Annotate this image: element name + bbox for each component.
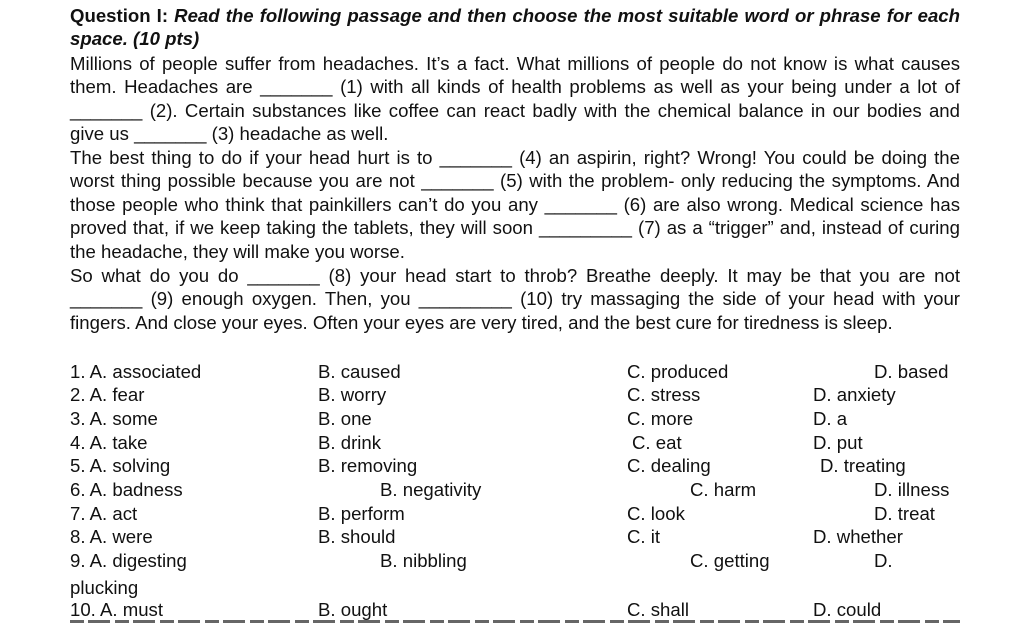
option-d: D. illness: [874, 479, 950, 500]
passage-paragraph-1: Millions of people suffer from headaches. It’s a fact. What millions of people do not know is what causes them. Headaches are _______ (1) with all kinds of health problems as well as your being under a lot of _______ (2). Certain substances like coffee can react badly with the chemical balance in our bodies and give us _______ (3) headache as well.: [70, 53, 960, 145]
option-b: B. negativity: [380, 479, 482, 500]
option-row-2: [0, 383, 1024, 406]
option-d: D. could: [813, 599, 882, 620]
option-b: B. one: [318, 408, 372, 429]
option-row-10: [0, 598, 1024, 621]
option-d: D. treating: [820, 455, 906, 476]
option-c: C. eat: [632, 432, 682, 453]
question-instruction: Read the following passage and then choose the most suitable word or phrase for each space. (10 pts): [70, 5, 961, 50]
passage-paragraph-2: The best thing to do if your head hurt is to _______ (4) an aspirin, right? Wrong! You could be doing the worst thing possible because you are not _______ (5) with the problem- only reducing the symptoms. And those people who think that painkillers can’t do you any _______ (6) are also wrong. Medical science has proved that, if we keep taking the tablets, they will soon _________ (7) as a “trigger” and, instead of curing the headache, they will make you worse.: [70, 147, 960, 262]
option-b: B. removing: [318, 455, 418, 476]
option-a: 2. A. fear: [70, 384, 145, 405]
option-b: B. nibbling: [380, 550, 467, 571]
question-heading: [70, 4, 960, 51]
option-b: B. should: [318, 526, 396, 547]
option-row-6: [0, 478, 1024, 501]
option-a: 5. A. solving: [70, 455, 171, 476]
option-c: C. stress: [627, 384, 701, 405]
option-row-9: [0, 549, 1024, 572]
option-row-1: [0, 360, 1024, 383]
option-row-3: [0, 407, 1024, 430]
option-d: D. put: [813, 432, 863, 453]
option-a: 7. A. act: [70, 503, 138, 524]
option-row-8: [0, 525, 1024, 548]
option-c: C. shall: [627, 599, 690, 620]
option-d: D. based: [874, 361, 949, 382]
option-d: D. treat: [874, 503, 935, 524]
option-a: 3. A. some: [70, 408, 158, 429]
cut-off-text-line: [70, 619, 960, 624]
option-d: D.: [874, 550, 893, 571]
option-c: C. harm: [690, 479, 757, 500]
option-c: C. it: [627, 526, 661, 547]
option-d: D. anxiety: [813, 384, 896, 405]
option-a: 6. A. badness: [70, 479, 183, 500]
option-c: C. getting: [690, 550, 770, 571]
option-b: B. caused: [318, 361, 401, 382]
option-c: C. look: [627, 503, 685, 524]
option-b: B. drink: [318, 432, 382, 453]
option-a: 1. A. associated: [70, 361, 202, 382]
option-d: D. whether: [813, 526, 903, 547]
option-c: C. dealing: [627, 455, 711, 476]
option-a: 4. A. take: [70, 432, 148, 453]
option-a: 8. A. were: [70, 526, 153, 547]
option-row-7: [0, 502, 1024, 525]
question-label: Question I:: [70, 5, 169, 26]
option-9-continuation: plucking: [70, 577, 139, 598]
option-row-4: [0, 431, 1024, 454]
passage-paragraph-3: So what do you do _______ (8) your head start to throb? Breathe deeply. It may be that you are not _______ (9) enough oxygen. Then, you _________ (10) try massaging the side of your head with your fingers. And close your eyes. Often your eyes are very tired, and the best cure for tiredness is sleep.: [70, 265, 960, 333]
option-a: 10. A. must: [70, 599, 164, 620]
option-c: C. more: [627, 408, 694, 429]
option-row-5: [0, 454, 1024, 477]
option-b: B. perform: [318, 503, 405, 524]
option-d: D. a: [813, 408, 848, 429]
option-b: B. ought: [318, 599, 388, 620]
option-c: C. produced: [627, 361, 729, 382]
option-a: 9. A. digesting: [70, 550, 187, 571]
option-b: B. worry: [318, 384, 387, 405]
